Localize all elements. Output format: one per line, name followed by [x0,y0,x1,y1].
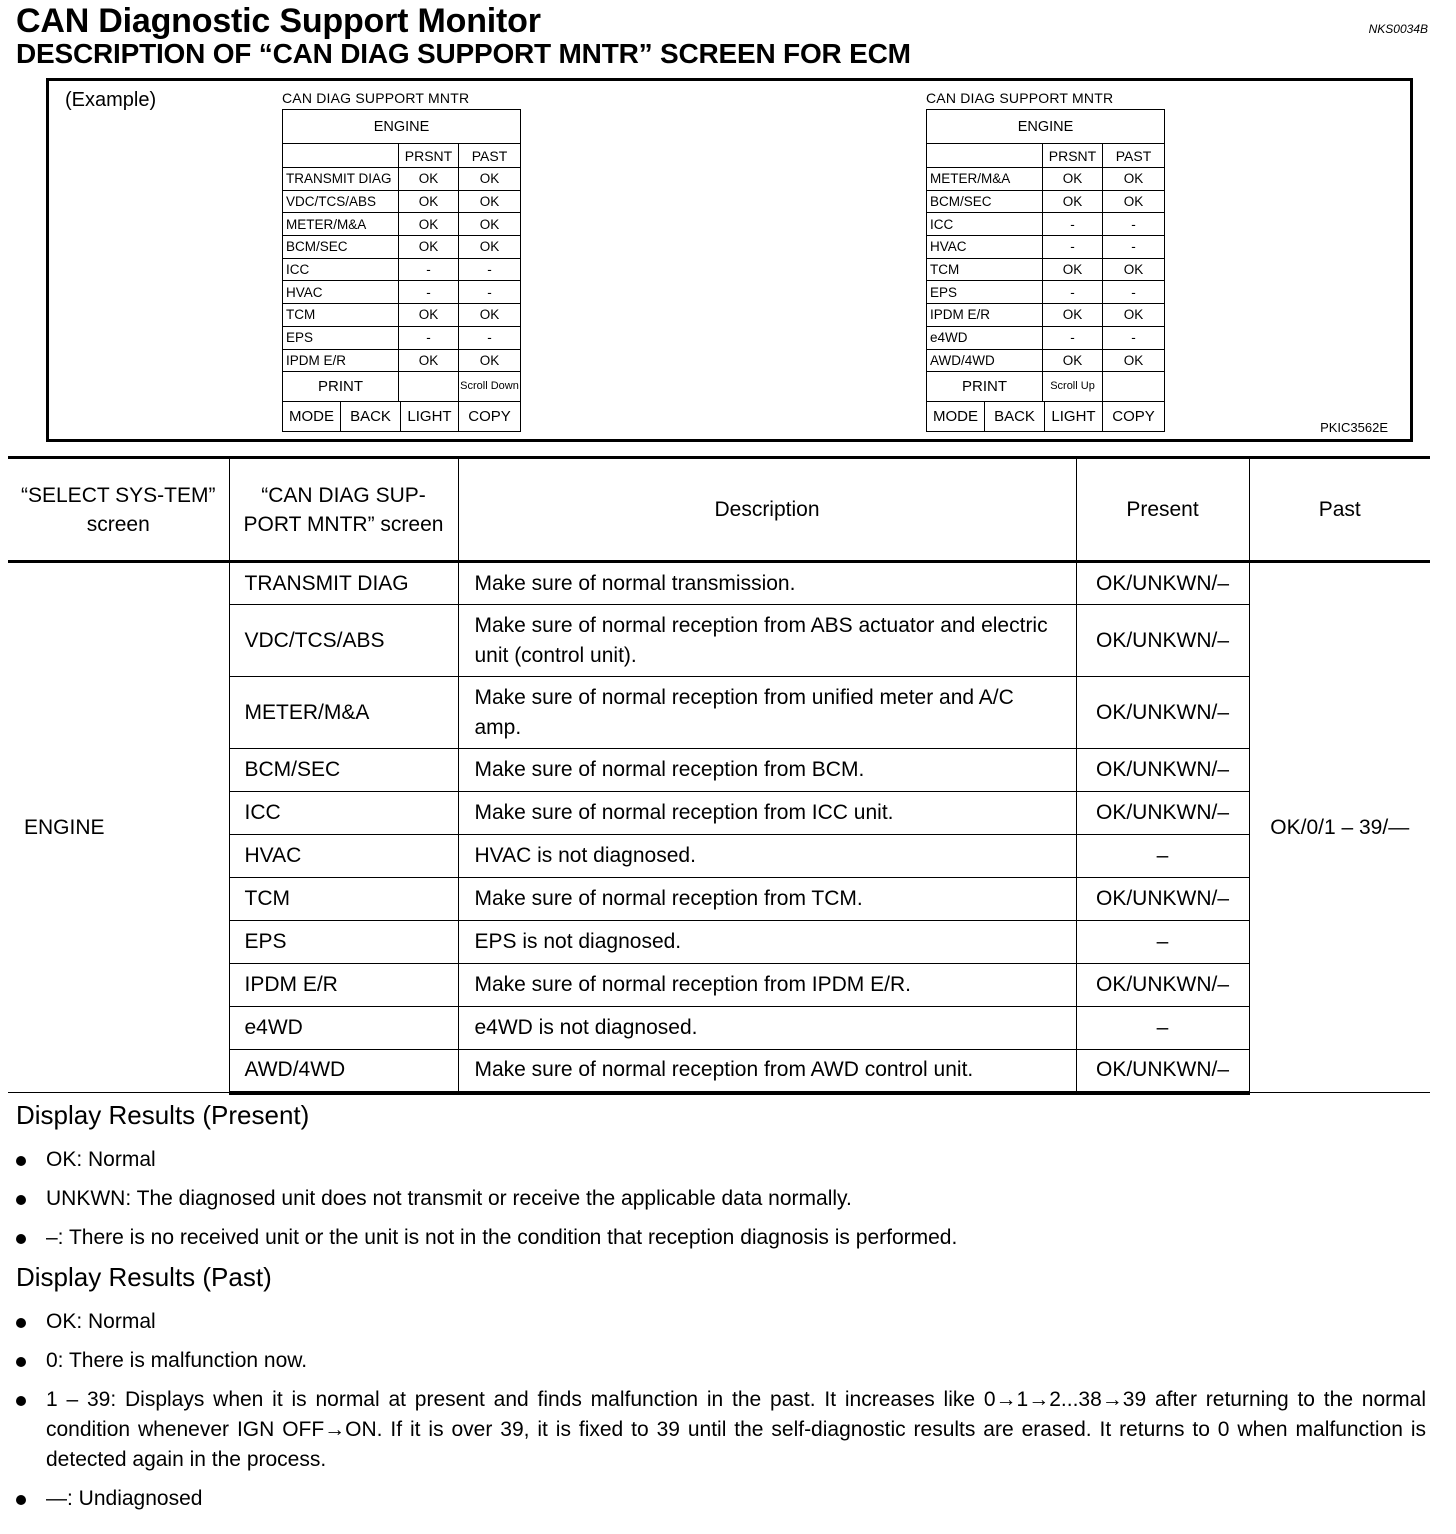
table-row: HVAC HVAC is not diagnosed. – [8,835,1430,878]
table-row: AWD/4WD Make sure of normal reception from AWD control unit. OK/UNKWN/– [8,1050,1430,1093]
page-subtitle: DESCRIPTION OF “CAN DIAG SUPPORT MNTR” SCREEN FOR ECM [16,38,911,69]
monitor-screen-right [926,87,1164,432]
table-row: ENGINE TRANSMIT DIAG Make sure of normal transmission. OK/UNKWN/– OK/0/1 – 39/— [8,562,1430,605]
monitor-row: IPDM E/R OK OK [283,349,521,372]
monitor-buttons [926,401,1165,432]
monitor-title: CAN DIAG SUPPORT MNTR [282,90,470,106]
table-row: ICC Make sure of normal reception from ICC unit. OK/UNKWN/– [8,792,1430,835]
scroll-up-button[interactable]: Scroll Up [1043,372,1103,402]
copy-button[interactable]: COPY [1103,401,1165,431]
print-button[interactable]: PRINT [283,372,399,402]
list-item: 1 – 39: Displays when it is normal at present and finds malfunction in the past. It increases like 0→1→2...38→39 after returning to the normal condition whenever IGN OFF→ON. If it is over 39, it is fixed to 39 until the self-diagnostic results are erased. It returns to 0 when malfunction is detected again in the process. [16,1385,1426,1475]
print-button[interactable]: PRINT [927,372,1043,402]
monitor-row: IPDM E/R OK OK [927,304,1165,327]
monitor-row: EPS - - [283,326,521,349]
example-label: (Example) [65,89,157,111]
light-button[interactable]: LIGHT [1045,401,1103,431]
monitor-row: HVAC - - [283,281,521,304]
mode-button[interactable]: MODE [927,401,985,431]
col-past: PAST [1103,144,1165,168]
list-item: UNKWN: The diagnosed unit does not transmit or receive the applicable data normally. [16,1184,1426,1214]
list-item: 0: There is malfunction now. [16,1346,1426,1376]
light-button[interactable]: LIGHT [401,401,459,431]
monitor-row: BCM/SEC OK OK [283,236,521,259]
past-results-list [16,1307,1426,1523]
list-item: —: Undiagnosed [16,1484,1426,1514]
example-figure [46,78,1413,442]
monitor-system: ENGINE [283,110,521,144]
scroll-down-button[interactable]: Scroll Down [459,372,521,402]
table-row: VDC/TCS/ABS Make sure of normal reception from ABS actuator and electric unit (control unit). OK/UNKWN/– [8,605,1430,677]
header-description: Description [458,458,1076,562]
monitor-table [282,109,521,402]
table-row: BCM/SEC Make sure of normal reception from BCM. OK/UNKWN/– [8,749,1430,792]
monitor-row: TCM OK OK [927,258,1165,281]
monitor-screen-left [282,87,520,432]
monitor-row: ICC - - [283,258,521,281]
monitor-row: VDC/TCS/ABS OK OK [283,190,521,213]
figure-code: PKIC3562E [1320,420,1388,435]
monitor-row: TCM OK OK [283,304,521,327]
past-section-title: Display Results (Past) [16,1262,272,1292]
monitor-row: TRANSMIT DIAG OK OK [283,168,521,191]
blank-button [399,372,459,402]
table-row: e4WD e4WD is not diagnosed. – [8,1007,1430,1050]
table-row: EPS EPS is not diagnosed. – [8,921,1430,964]
document-id: NKS0034B [1368,22,1428,36]
monitor-system: ENGINE [927,110,1165,144]
col-present: PRSNT [399,144,459,168]
table-row: TCM Make sure of normal reception from TCM. OK/UNKWN/– [8,878,1430,921]
monitor-row: METER/M&A OK OK [927,168,1165,191]
list-item: OK: Normal [16,1307,1426,1337]
col-present: PRSNT [1043,144,1103,168]
present-results-list [16,1145,1426,1262]
present-section-title: Display Results (Present) [16,1100,310,1130]
system-cell: ENGINE [8,562,229,1093]
header-can-diag: “CAN DIAG SUP-PORT MNTR” screen [229,458,458,562]
monitor-buttons [282,401,521,432]
monitor-row: METER/M&A OK OK [283,213,521,236]
header-past: Past [1249,458,1430,562]
past-cell: OK/0/1 – 39/— [1249,562,1430,1093]
page-title: CAN Diagnostic Support Monitor [16,2,541,40]
monitor-row: BCM/SEC OK OK [927,190,1165,213]
blank-button [1103,372,1165,402]
header-select-system: “SELECT SYS-TEM” screen [8,458,229,562]
can-diag-table [8,456,1430,1095]
monitor-row: ICC - - [927,213,1165,236]
monitor-title: CAN DIAG SUPPORT MNTR [926,90,1114,106]
header-present: Present [1076,458,1249,562]
monitor-row: HVAC - - [927,236,1165,259]
table-row: METER/M&A Make sure of normal reception from unified meter and A/C amp. OK/UNKWN/– [8,677,1430,749]
mode-button[interactable]: MODE [283,401,341,431]
list-item: OK: Normal [16,1145,1426,1175]
col-past: PAST [459,144,521,168]
list-item: –: There is no received unit or the unit is not in the condition that reception diagnosis is performed. [16,1223,1426,1253]
table-row: IPDM E/R Make sure of normal reception from IPDM E/R. OK/UNKWN/– [8,964,1430,1007]
back-button[interactable]: BACK [341,401,401,431]
back-button[interactable]: BACK [985,401,1045,431]
monitor-table [926,109,1165,402]
monitor-row: e4WD - - [927,326,1165,349]
monitor-row: EPS - - [927,281,1165,304]
monitor-row: AWD/4WD OK OK [927,349,1165,372]
copy-button[interactable]: COPY [459,401,521,431]
